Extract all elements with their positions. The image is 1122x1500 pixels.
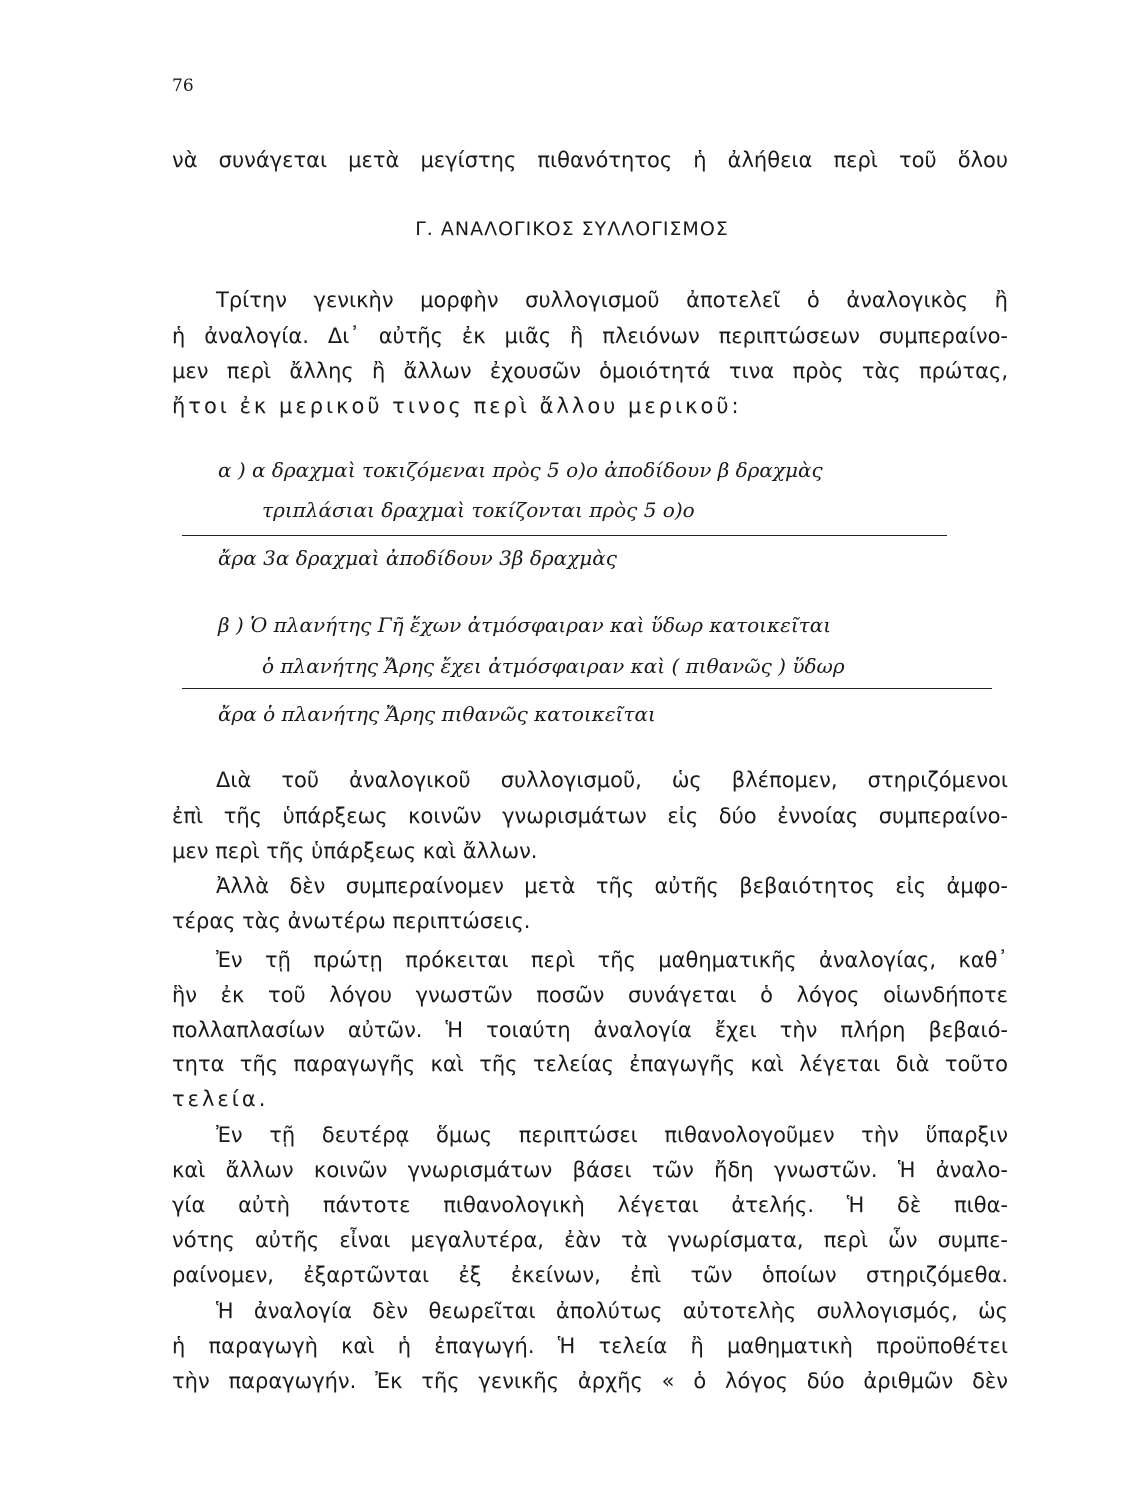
opening-line: νὰ συνάγεται μετὰ μεγίστης πιθανότητος ἡ ἀλήθεια περὶ τοῦ ὅλου: [172, 148, 1008, 172]
section-heading: Γ. ΑΝΑΛΟΓΙΚΟΣ ΣΥΛΛΟΓΙΣΜΟΣ: [415, 218, 729, 240]
text-line: Διὰ τοῦ ἀναλογικοῦ συλλογισμοῦ, ὡς βλέπομεν, στηριζόμενοι: [216, 768, 1008, 792]
text-line: ἤτοι ἐκ μερικοῦ τινος περὶ ἄλλου μερικοῦ:: [172, 394, 742, 418]
text-line: ραίνομεν, ἐξαρτῶνται ἐξ ἐκείνων, ἐπὶ τῶν ὁποίων στηριζόμεθα.: [172, 1263, 1008, 1287]
text-line: καὶ ἄλλων κοινῶν γνωρισμάτων βάσει τῶν ἤδη γνωστῶν. Ἡ ἀναλο-: [172, 1158, 1008, 1182]
example-b-premise-1: β ) Ὁ πλανήτης Γῆ ἔχων ἀτμόσφαιραν καὶ ὕδωρ κατοικεῖται: [218, 613, 832, 637]
text-line: Ἀλλὰ δὲν συμπεραίνομεν μετὰ τῆς αὐτῆς βεβαιότητος εἰς ἀμφο-: [216, 874, 1008, 898]
text-line: τελεία.: [172, 1087, 269, 1111]
text-line: τὴν παραγωγήν. Ἐκ τῆς γενικῆς ἀρχῆς « ὁ λόγος δύο ἀριθμῶν δὲν: [172, 1369, 1008, 1393]
text-line: νότης αὐτῆς εἶναι μεγαλυτέρα, ἐὰν τὰ γνωρίσματα, περὶ ὧν συμπε-: [172, 1228, 1008, 1252]
text-line: ἣν ἐκ τοῦ λόγου γνωστῶν ποσῶν συνάγεται ὁ λόγος οἱωνδήποτε: [172, 983, 1008, 1007]
text-line: μεν περὶ τῆς ὑπάρξεως καὶ ἄλλων.: [172, 839, 538, 863]
example-a-premise-1: α ) α δραχμαὶ τοκιζόμεναι πρὸς 5 ο)ο ἀποδίδουν β δραχμὰς: [218, 458, 823, 482]
page-number: 76: [172, 76, 194, 96]
text-line: τητα τῆς παραγωγῆς καὶ τῆς τελείας ἐπαγωγῆς καὶ λέγεται διὰ τοῦτο: [172, 1052, 1008, 1076]
text-line: ἡ ἀναλογία. Δι᾿ αὐτῆς ἐκ μιᾶς ἢ πλειόνων περιπτώσεων συμπεραίνο-: [172, 324, 1008, 348]
example-a-conclusion: ἄρα 3α δραχμαὶ ἀποδίδουν 3β δραχμὰς: [218, 546, 617, 570]
text-line: Ἡ ἀναλογία δὲν θεωρεῖται ἀπολύτως αὐτοτελὴς συλλογισμός, ὡς: [216, 1299, 1008, 1323]
example-b-conclusion: ἄρα ὁ πλανήτης Ἄρης πιθανῶς κατοικεῖται: [218, 702, 656, 726]
example-a-rule: [182, 535, 947, 536]
text-line: γία αὐτὴ πάντοτε πιθανολογικὴ λέγεται ἀτελής. Ἡ δὲ πιθα-: [172, 1193, 1008, 1217]
example-b-rule: [182, 688, 992, 689]
text-line: τέρας τὰς ἀνωτέρω περιπτώσεις.: [172, 909, 531, 933]
text-line: μεν περὶ ἄλλης ἢ ἄλλων ἐχουσῶν ὁμοιότητά τινα πρὸς τὰς πρώτας,: [172, 359, 1008, 383]
text-line: ἡ παραγωγὴ καὶ ἡ ἐπαγωγή. Ἡ τελεία ἢ μαθηματικὴ προϋποθέτει: [172, 1334, 1008, 1358]
example-a-premise-2: τριπλάσιαι δραχμαὶ τοκίζονται πρὸς 5 ο)ο: [262, 498, 695, 522]
text-line: Ἐν τῇ πρώτῃ πρόκειται περὶ τῆς μαθηματικῆς ἀναλογίας, καθ᾿: [216, 948, 1008, 972]
text-line: Τρίτην γενικὴν μορφὴν συλλογισμοῦ ἀποτελεῖ ὁ ἀναλογικὸς ἢ: [216, 288, 1008, 312]
text-line: πολλαπλασίων αὐτῶν. Ἡ τοιαύτη ἀναλογία ἔχει τὴν πλήρη βεβαιό-: [172, 1018, 1008, 1042]
example-b-premise-2: ὁ πλανήτης Ἄρης ἔχει ἀτμόσφαιραν καὶ ( πιθανῶς ) ὕδωρ: [262, 654, 845, 678]
text-line: ἐπὶ τῆς ὑπάρξεως κοινῶν γνωρισμάτων εἰς δύο ἐννοίας συμπεραίνο-: [172, 804, 1008, 828]
text-line: Ἐν τῇ δευτέρᾳ ὅμως περιπτώσει πιθανολογοῦμεν τὴν ὕπαρξιν: [216, 1123, 1008, 1147]
